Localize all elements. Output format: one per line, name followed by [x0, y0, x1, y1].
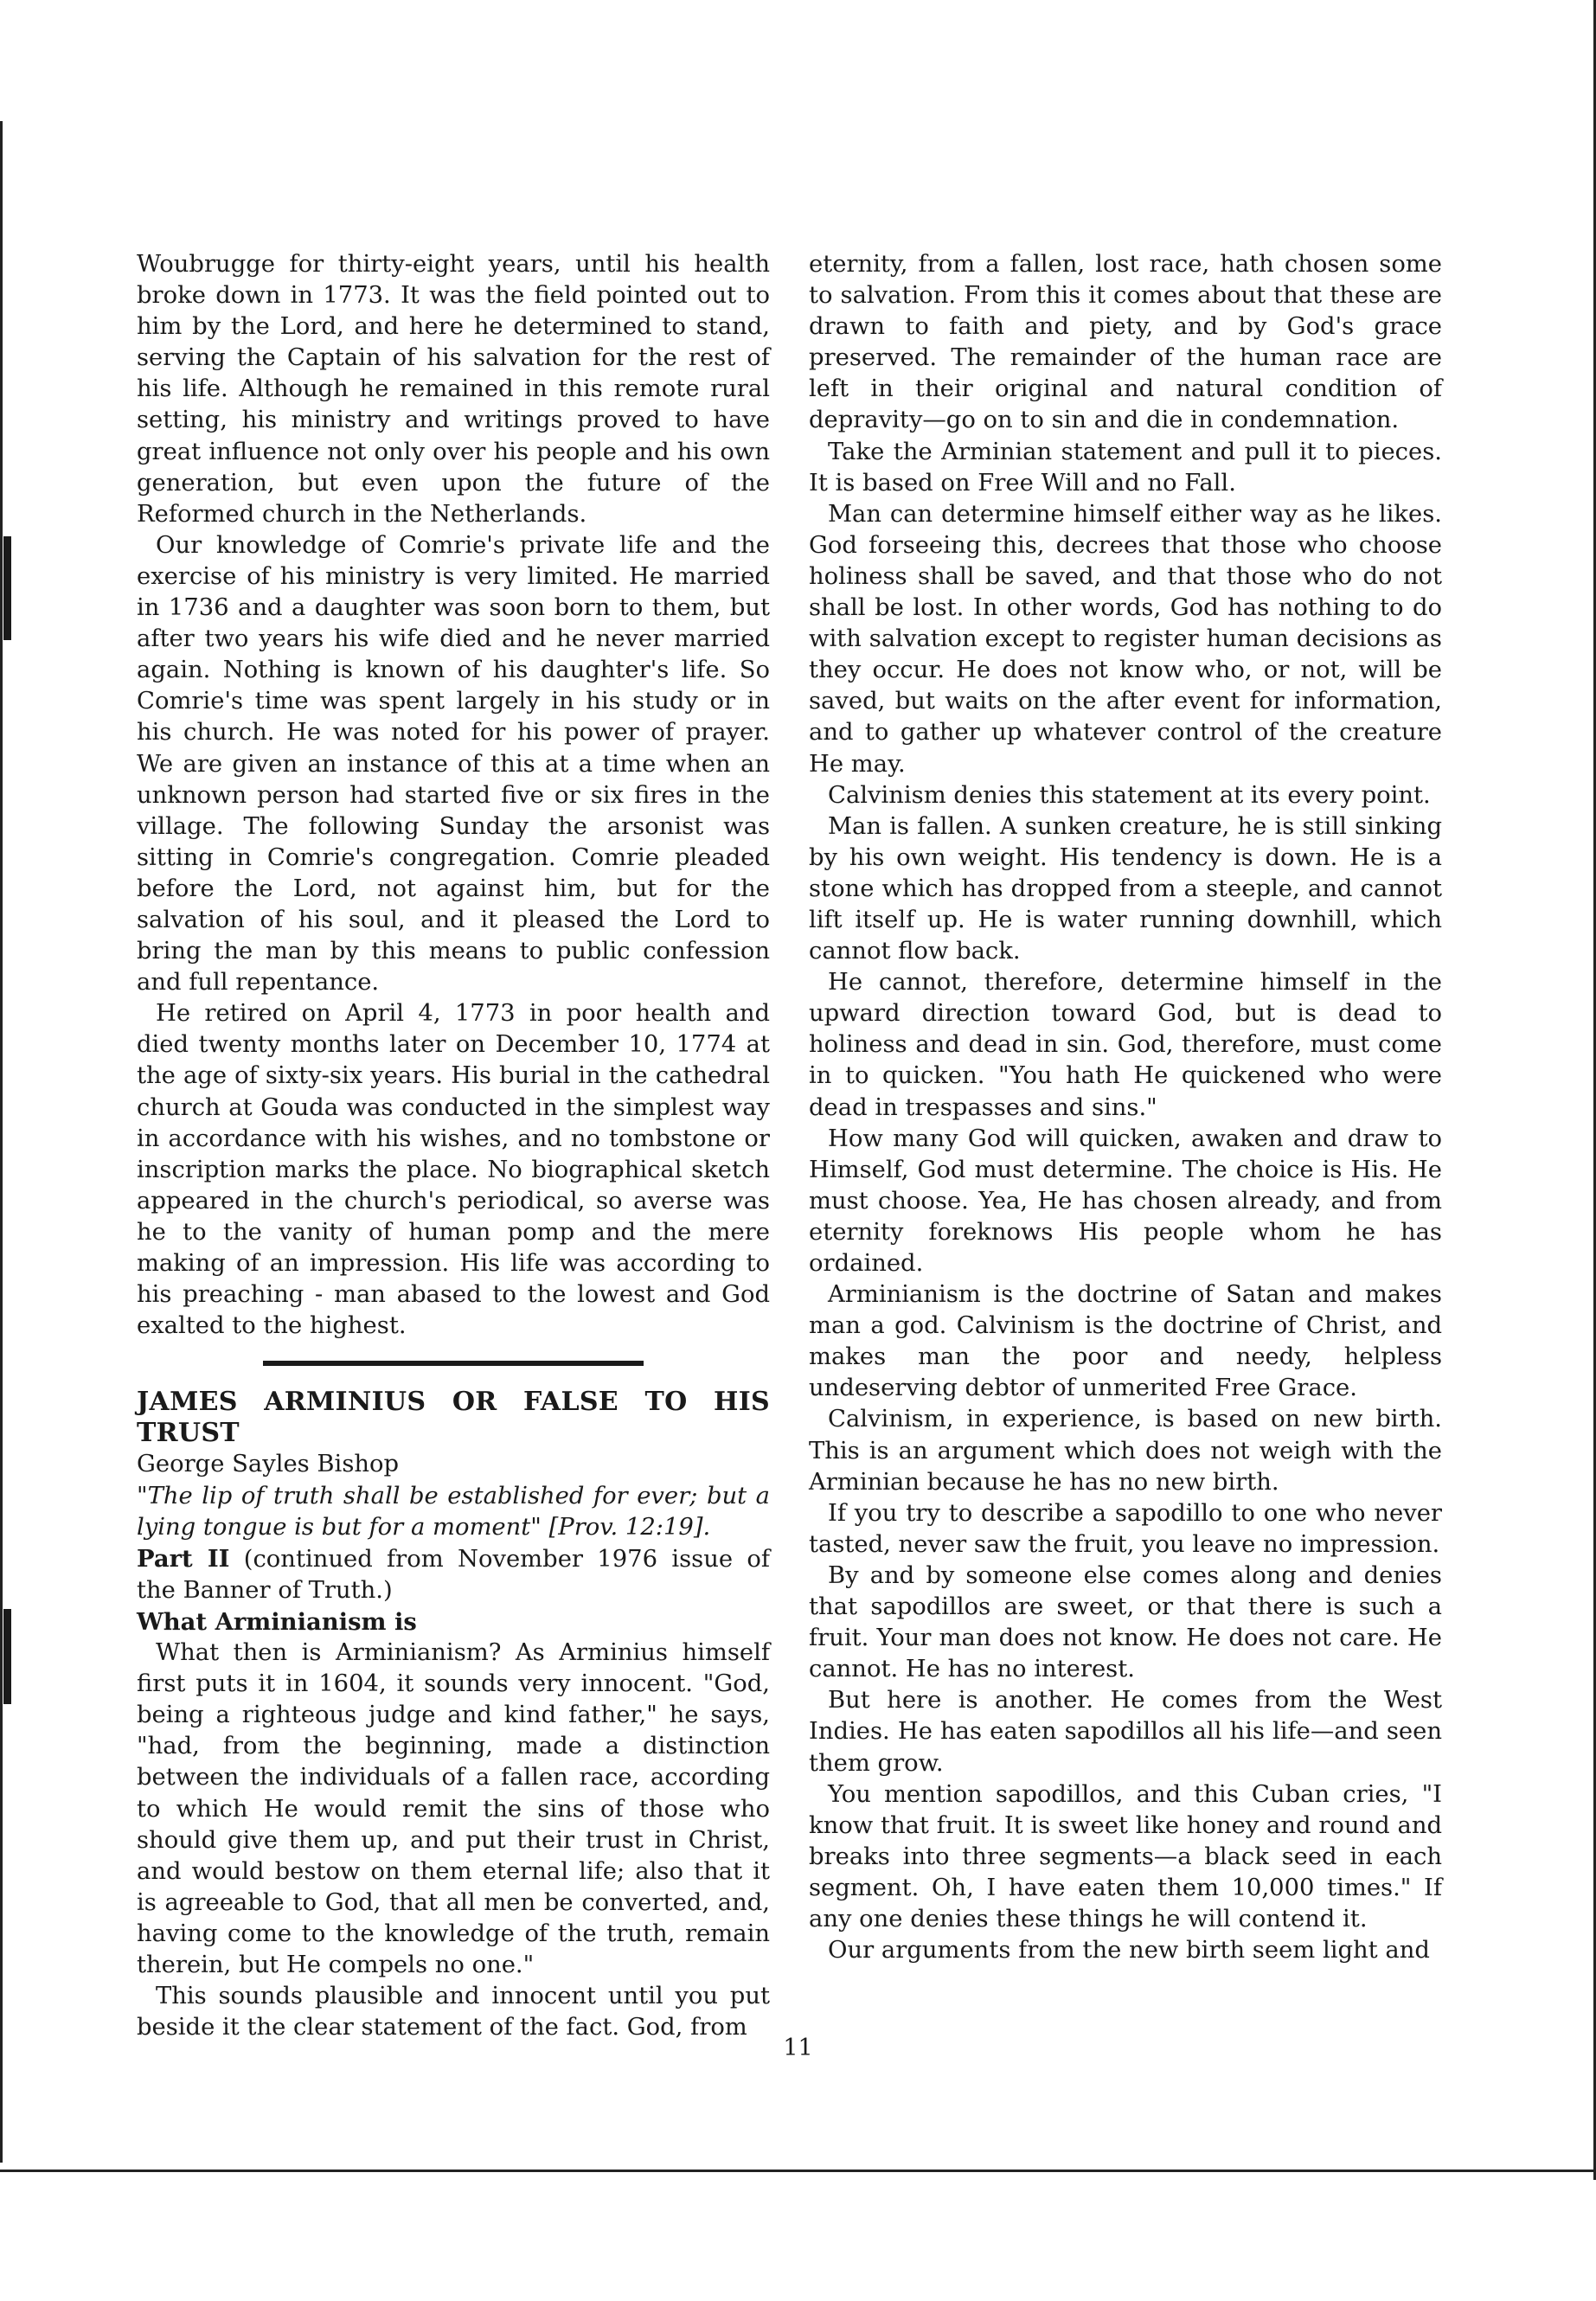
part-note — [137, 1543, 770, 1606]
paragraph: This sounds plausible and innocent until you put beside it the clear statement of the fact. God, from — [137, 1983, 770, 2041]
paragraph: Calvinism, in experience, is based on new birth. This is an argument which does not weigh with the Arminian because he has no new birth. — [809, 1406, 1442, 1496]
article-author: George Sayles Bishop — [137, 1451, 400, 1478]
part-continuation: (continued from November 1976 issue of the Banner of Truth.) — [137, 1545, 770, 1604]
page-bottom-edge — [0, 2170, 1596, 2172]
section-divider — [263, 1361, 644, 1366]
right-column — [809, 249, 1442, 1966]
paragraph: Woubrugge for thirty-eight years, until his health broke down in 1773. It was the field pointed out to him by the Lord, and here he determined to stand, serving the Captain of his salvation for the rest of his life. Although he remained in this remote rural setting, his ministry and writings proved to have great influence not only over his people and his own generation, but even upon the future of the Reformed church in the Netherlands. — [137, 251, 770, 528]
paragraph: He retired on April 4, 1773 in poor health and died twenty months later on December 10, 1774 at the age of sixty-six years. His burial in the cathedral church at Gouda was conducted in the simplest way in accordance with his wishes, and no tombstone or inscription marks the place. No biographical sketch appeared in the church's periodical, so averse was he to the vanity of human pomp and the mere making of an impression. His life was according to his preaching - man abased to the lowest and God exalted to the highest. — [137, 1000, 770, 1340]
paragraph: eternity, from a fallen, lost race, hath chosen some to salvation. From this it comes about that these are drawn to faith and piety, and by God's grace preserved. The remainder of the human race are left in their original and natural condition of depravity—go on to sin and die in condemnation. — [809, 251, 1442, 434]
binding-mark — [3, 536, 11, 640]
paragraph: Man is fallen. A sunken creature, he is still sinking by his own weight. His tendency is down. He is a stone which has dropped from a steeple, and cannot lift itself up. He is water running downhill, which cannot flow back. — [809, 812, 1442, 965]
paragraph: How many God will quicken, awaken and draw to Himself, God must determine. The choice is His. He must choose. Yea, He has chosen already, and from eternity foreknows His people whom he has ordained. — [809, 1125, 1442, 1277]
section-heading: What Arminianism is — [137, 1607, 417, 1636]
paragraph: If you try to describe a sapodillo to one who never tasted, never saw the fruit, you leave no impression. — [809, 1499, 1442, 1558]
paragraph: But here is another. He comes from the West Indies. He has eaten sapodillos all his life—and seen them grow. — [809, 1687, 1442, 1777]
paragraph: Calvinism denies this statement at its every point. — [828, 781, 1431, 809]
left-column — [137, 249, 770, 2043]
article-title: JAMES ARMINIUS OR FALSE TO HIS TRUST — [137, 1387, 770, 1449]
paragraph: Man can determine himself either way as he likes. God forseeing this, decrees that those who choose holiness shall be saved, and that those who do not shall be lost. In other words, God has nothing to do with salvation except to register human decisions as they occur. He does not know who, or not, will be saved, but waits on the after event for information, and to gather up whatever control of the creature He may. — [809, 500, 1442, 778]
part-label: Part II — [137, 1544, 230, 1573]
paragraph: Take the Arminian statement and pull it to pieces. It is based on Free Will and no Fall. — [809, 438, 1442, 497]
paragraph: Arminianism is the doctrine of Satan and makes man a god. Calvinism is the doctrine of Christ, and makes man the poor and needy, helpless undeserving debtor of unmerited Free Grace. — [809, 1281, 1442, 1402]
page-edge-left — [0, 121, 3, 2163]
paragraph: He cannot, therefore, determine himself in the upward direction toward God, but is dead to holiness and dead in sin. God, therefore, must come in to quicken. "You hath He quickened who were dead in trespasses and sins." — [809, 969, 1442, 1121]
paragraph: Our arguments from the new birth seem light and — [828, 1937, 1430, 1965]
paragraph: By and by someone else comes along and denies that sapodillos are sweet, or that there is such a fruit. Your man does not know. He does not care. He cannot. He has no interest. — [809, 1561, 1442, 1683]
binding-mark — [3, 1609, 11, 1704]
paragraph: What then is Arminianism? As Arminius himself first puts it in 1604, it sounds very innocent. "God, being a righteous judge and kind father," he says, "had, from the beginning, made a distinction between the individuals of a fallen race, according to which He would remit the sins of those who should give them up, and put their trust in Christ, and would bestow on them eternal life; also that it is agreeable to God, that all men be converted, and, having come to the knowledge of the truth, remain therein, but He compels no one." — [137, 1639, 770, 1978]
epigraph: "The lip of truth shall be established for ever; but a lying tongue is but for a moment" [Prov. 12:19]. — [137, 1482, 770, 1541]
paragraph: Our knowledge of Comrie's private life and the exercise of his ministry is very limited. He married in 1736 and a daughter was soon born to them, but after two years his wife died and he never married again. Nothing is known of his daughter's life. So Comrie's time was spent largely in his study or in his church. He was noted for his power of prayer. We are given an instance of this at a time when an unknown person had started five or six fires in the village. The following Sunday the arsonist was sitting in Comrie's congregation. Comrie pleaded before the Lord, not against him, but for the salvation of his soul, and it pleased the Lord to bring the man by this means to public confession and full repentance. — [137, 531, 770, 997]
page-number: 11 — [783, 2035, 813, 2061]
paragraph: You mention sapodillos, and this Cuban cries, "I know that fruit. It is sweet like honey and round and breaks into three segments—a black seed in each segment. Oh, I have eaten them 10,000 times." If any one denies these things he will contend it. — [809, 1780, 1442, 1932]
